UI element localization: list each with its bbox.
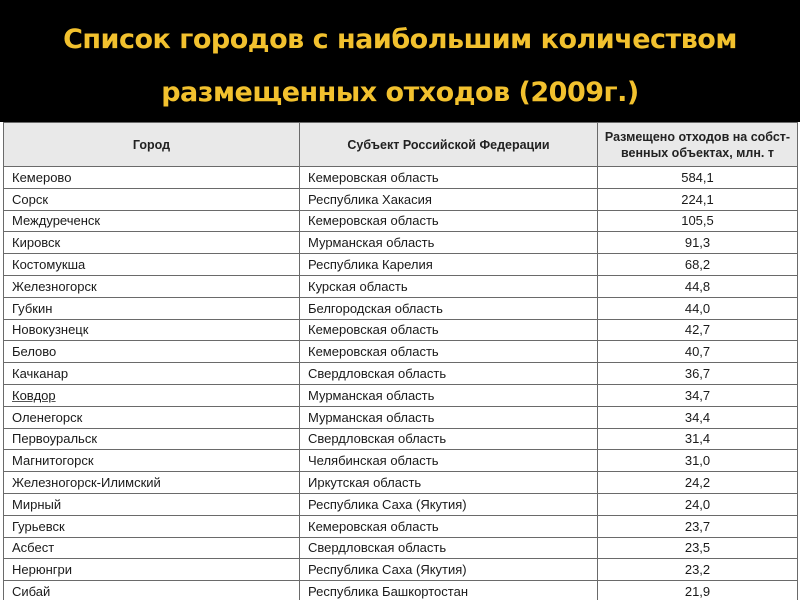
table-row	[4, 472, 798, 494]
table-row	[4, 406, 798, 428]
region-cell: Республика Хакасия	[300, 188, 598, 210]
region-cell: Свердловская область	[300, 537, 598, 559]
city-cell: Железногорск	[4, 275, 300, 297]
header-row	[4, 123, 798, 167]
city-cell: Железногорск-Илимский	[4, 472, 300, 494]
slide-title	[0, 0, 800, 122]
header-amount	[598, 123, 798, 167]
city-cell: Первоуральск	[4, 428, 300, 450]
table-row	[4, 581, 798, 600]
amount-cell: 24,0	[598, 493, 798, 515]
region-cell: Кемеровская область	[300, 341, 598, 363]
region-cell: Белгородская область	[300, 297, 598, 319]
header-amount-line-2: венных объектах, млн. т	[621, 145, 774, 160]
table-row	[4, 428, 798, 450]
region-cell: Челябинская область	[300, 450, 598, 472]
table-row	[4, 384, 798, 406]
amount-cell: 23,5	[598, 537, 798, 559]
city-cell: Нерюнгри	[4, 559, 300, 581]
table-header	[4, 123, 798, 167]
amount-cell: 584,1	[598, 167, 798, 189]
amount-cell: 23,7	[598, 515, 798, 537]
table-row	[4, 559, 798, 581]
region-cell: Курская область	[300, 275, 598, 297]
city-cell: Сорск	[4, 188, 300, 210]
amount-cell: 34,4	[598, 406, 798, 428]
table-row	[4, 210, 798, 232]
amount-cell: 42,7	[598, 319, 798, 341]
table-row	[4, 493, 798, 515]
table-row	[4, 363, 798, 385]
waste-table-container	[0, 122, 800, 600]
region-cell: Кемеровская область	[300, 210, 598, 232]
table-body	[4, 167, 798, 600]
region-cell: Кемеровская область	[300, 167, 598, 189]
table-row	[4, 275, 798, 297]
city-cell: Магнитогорск	[4, 450, 300, 472]
city-cell: Кировск	[4, 232, 300, 254]
table-row	[4, 254, 798, 276]
region-cell: Республика Саха (Якутия)	[300, 559, 598, 581]
city-cell: Губкин	[4, 297, 300, 319]
region-cell: Кемеровская область	[300, 515, 598, 537]
table-row	[4, 188, 798, 210]
table-row	[4, 167, 798, 189]
city-cell: Ковдор	[4, 384, 300, 406]
amount-cell: 21,9	[598, 581, 798, 600]
amount-cell: 24,2	[598, 472, 798, 494]
table-row	[4, 341, 798, 363]
city-cell: Качканар	[4, 363, 300, 385]
header-region: Субъект Российской Федерации	[300, 123, 598, 167]
amount-cell: 91,3	[598, 232, 798, 254]
region-cell: Свердловская область	[300, 363, 598, 385]
city-cell: Кемерово	[4, 167, 300, 189]
amount-cell: 105,5	[598, 210, 798, 232]
amount-cell: 34,7	[598, 384, 798, 406]
table-row	[4, 515, 798, 537]
header-amount-line-1: Размещено отходов на собст-	[604, 129, 791, 144]
amount-cell: 224,1	[598, 188, 798, 210]
header-city: Город	[4, 123, 300, 167]
city-cell: Междуреченск	[4, 210, 300, 232]
city-cell: Мирный	[4, 493, 300, 515]
table-row	[4, 450, 798, 472]
city-cell: Сибай	[4, 581, 300, 600]
region-cell: Мурманская область	[300, 406, 598, 428]
city-cell: Новокузнецк	[4, 319, 300, 341]
amount-cell: 31,0	[598, 450, 798, 472]
region-cell: Мурманская область	[300, 384, 598, 406]
city-cell: Костомукша	[4, 254, 300, 276]
region-cell: Республика Башкортостан	[300, 581, 598, 600]
amount-cell: 40,7	[598, 341, 798, 363]
region-cell: Кемеровская область	[300, 319, 598, 341]
table-row	[4, 232, 798, 254]
city-cell: Гурьевск	[4, 515, 300, 537]
table-row	[4, 319, 798, 341]
region-cell: Республика Саха (Якутия)	[300, 493, 598, 515]
table-row	[4, 537, 798, 559]
waste-table	[3, 122, 798, 600]
title-line-2: размещенных отходов (2009г.)	[161, 77, 639, 108]
table-row	[4, 297, 798, 319]
title-line-1: Список городов с наибольшим количеством	[63, 24, 737, 55]
region-cell: Иркутская область	[300, 472, 598, 494]
amount-cell: 23,2	[598, 559, 798, 581]
region-cell: Мурманская область	[300, 232, 598, 254]
amount-cell: 31,4	[598, 428, 798, 450]
region-cell: Свердловская область	[300, 428, 598, 450]
city-cell: Белово	[4, 341, 300, 363]
amount-cell: 68,2	[598, 254, 798, 276]
amount-cell: 36,7	[598, 363, 798, 385]
city-cell: Асбест	[4, 537, 300, 559]
amount-cell: 44,8	[598, 275, 798, 297]
city-cell: Оленегорск	[4, 406, 300, 428]
region-cell: Республика Карелия	[300, 254, 598, 276]
amount-cell: 44,0	[598, 297, 798, 319]
